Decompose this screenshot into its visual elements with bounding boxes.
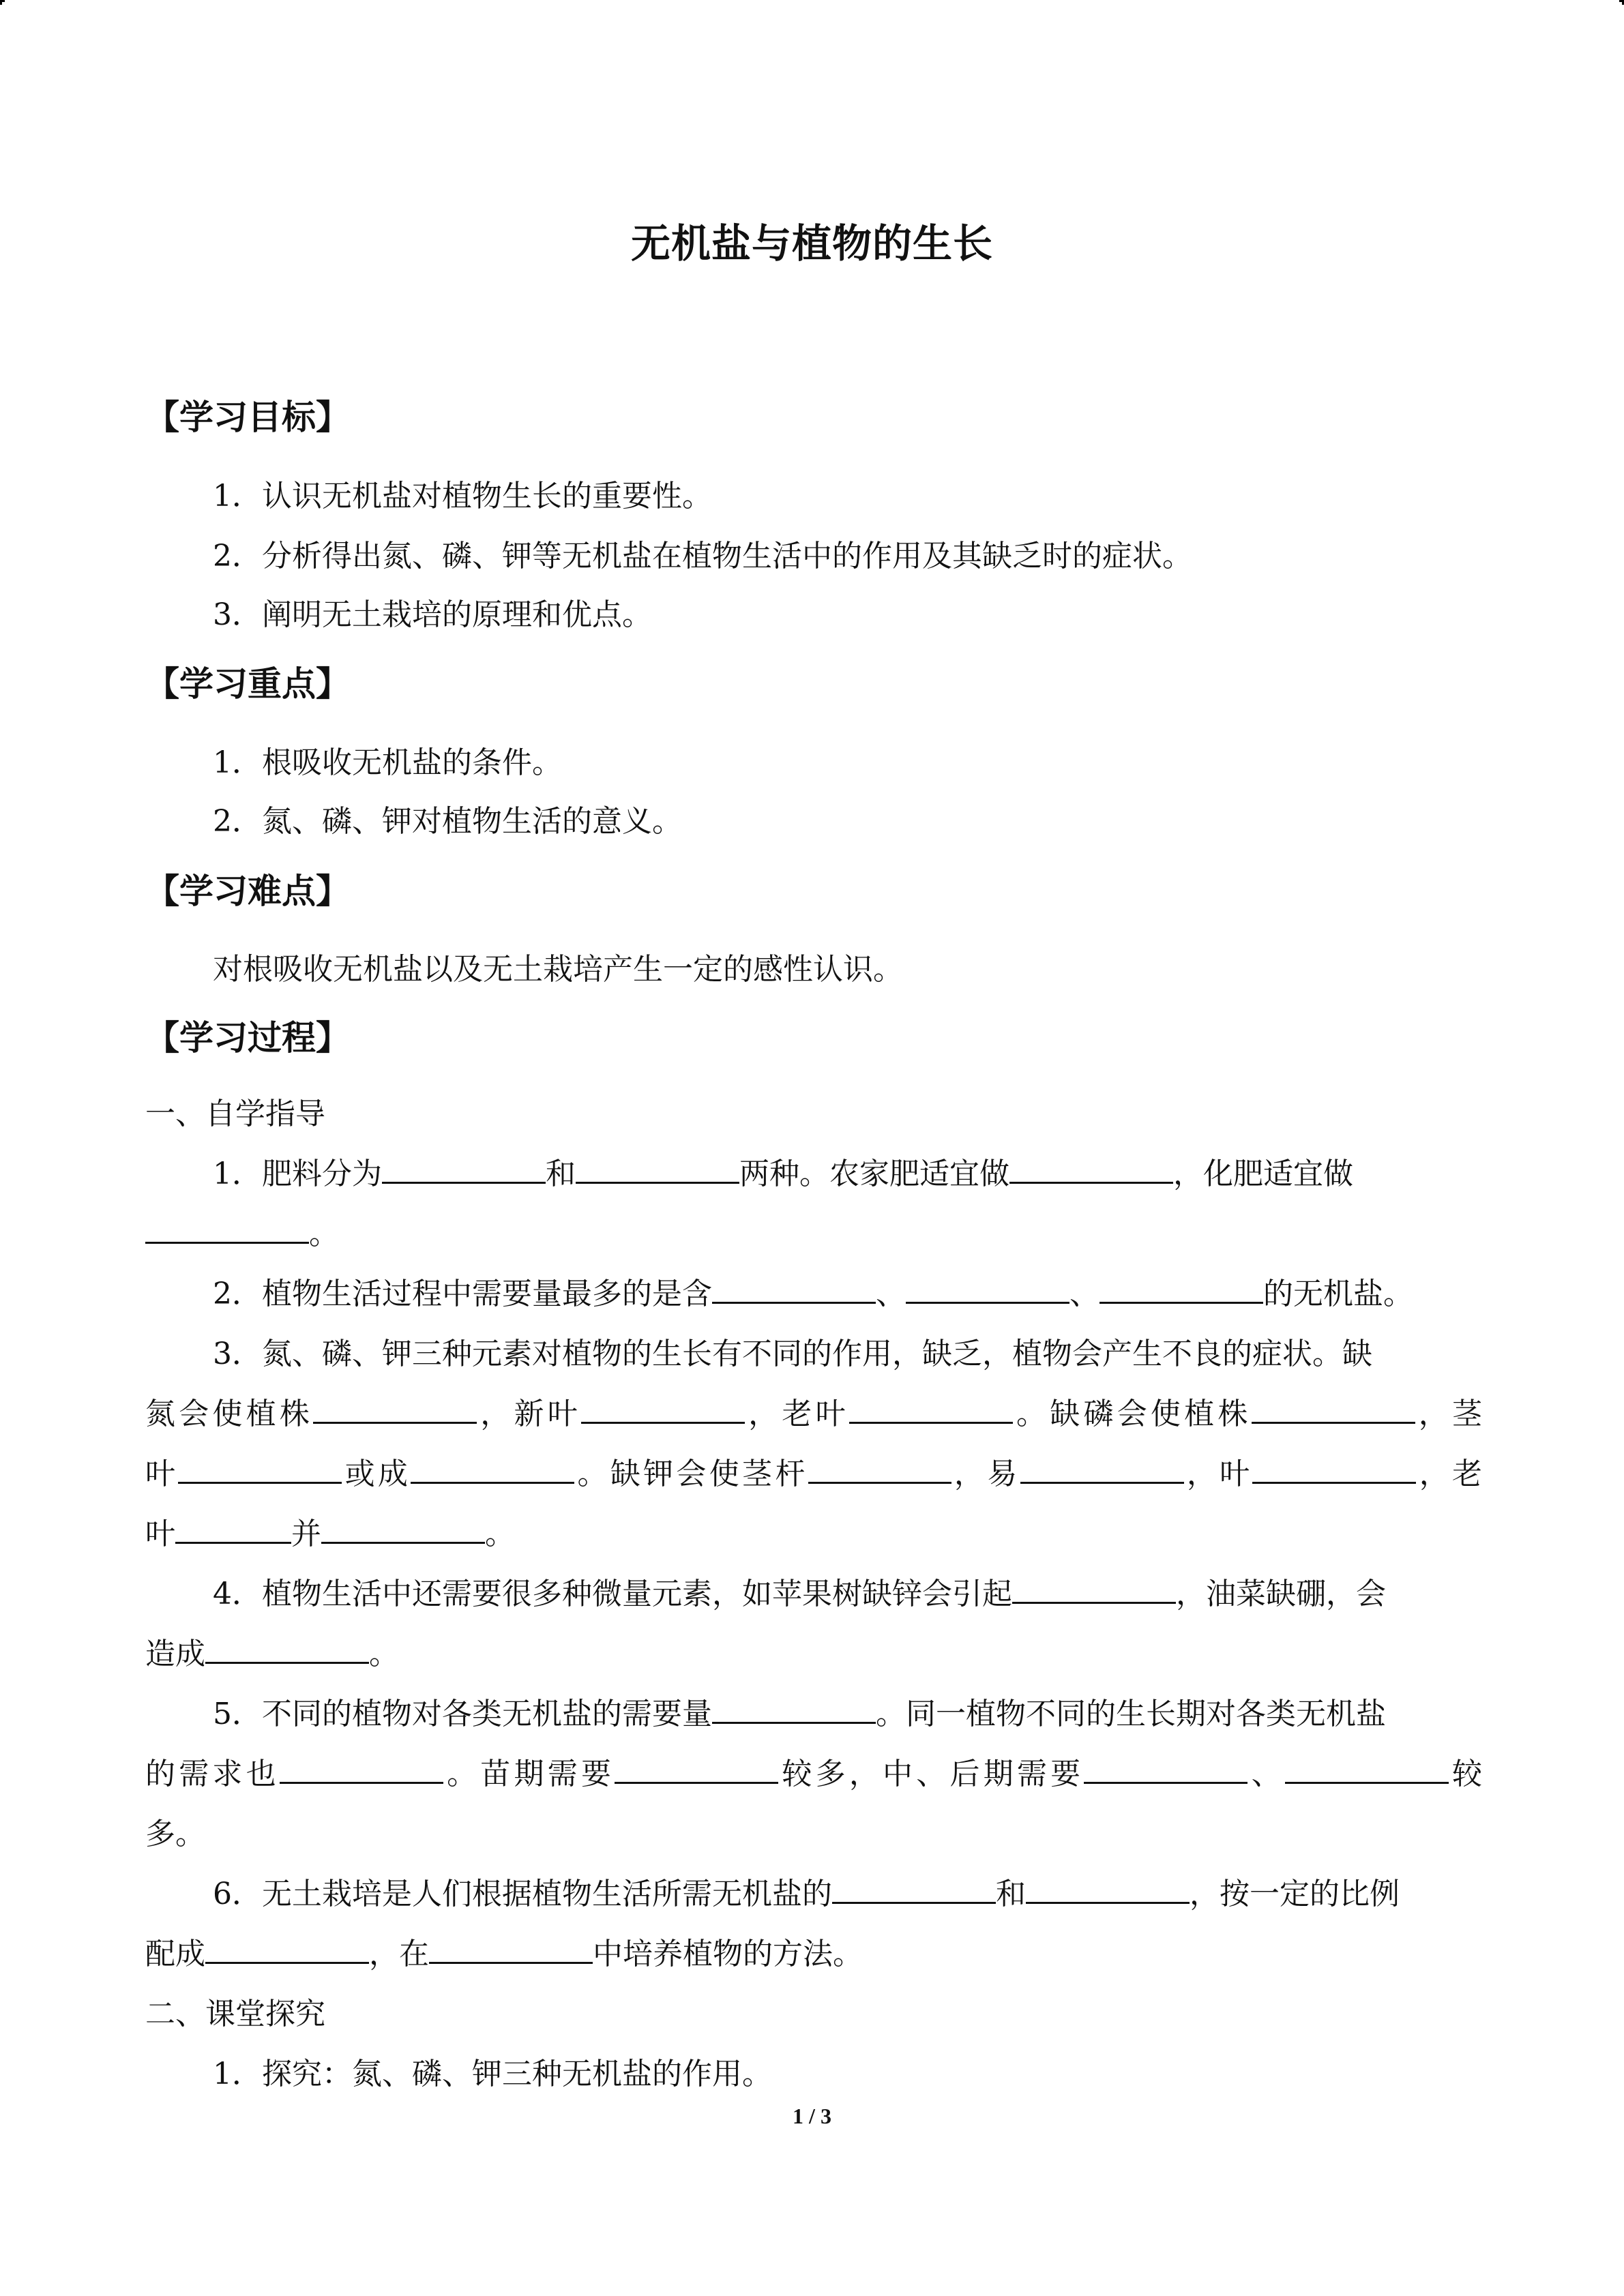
- objective-item: 3．阐明无土栽培的原理和优点。: [213, 597, 652, 632]
- heading-objectives: 【学习目标】: [145, 398, 350, 437]
- fill-blank[interactable]: [576, 1156, 739, 1184]
- page-title: 无机盐与植物的生长: [630, 220, 993, 267]
- fill-blank[interactable]: [1009, 1156, 1173, 1184]
- heading-process: 【学习过程】: [145, 1018, 350, 1058]
- fill-blank[interactable]: [1012, 1576, 1176, 1604]
- objective-item: 2．分析得出氮、磷、钾等无机盐在植物生活中的作用及其缺乏时的症状。: [213, 539, 1192, 573]
- fill-blank[interactable]: [1099, 1276, 1263, 1304]
- fill-blank[interactable]: [581, 1396, 745, 1424]
- difficulty-text: 对根吸收无机盐以及无土栽培产生一定的感性认识。: [213, 952, 903, 987]
- fill-blank[interactable]: [382, 1156, 546, 1184]
- fill-blank[interactable]: [1084, 1756, 1247, 1784]
- question-1-line-1: 1．肥料分为 和 两种。农家肥适宜做 ，化肥适宜做: [213, 1157, 1353, 1191]
- page-corner-mark: [0, 0, 5, 5]
- question-5-line-3: 多。: [145, 1817, 205, 1851]
- question-6-line-1: 6．无土栽培是人们根据植物生活所需无机盐的 和 ，按一定的比例: [213, 1877, 1400, 1911]
- fill-blank[interactable]: [712, 1696, 876, 1724]
- fill-blank[interactable]: [321, 1516, 485, 1544]
- question-5-line-2: 的需求也 。苗期需要 较多，中、后期需要 、 较: [145, 1757, 1483, 1791]
- question-4-line-2: 造成 。: [145, 1637, 399, 1671]
- part-self-study: 一、自学指导: [145, 1097, 325, 1131]
- fill-blank[interactable]: [205, 1636, 369, 1664]
- heading-key-points: 【学习重点】: [145, 664, 350, 704]
- question-2: 2．植物生活过程中需要量最多的是含 、 、 的无机盐。: [213, 1277, 1413, 1311]
- part-class-inquiry: 二、课堂探究: [145, 1997, 325, 2031]
- fill-blank[interactable]: [280, 1756, 443, 1784]
- question-3-line-1: 3．氮、磷、钾三种元素对植物的生长有不同的作用，缺乏，植物会产生不良的症状。缺: [213, 1337, 1372, 1371]
- fill-blank[interactable]: [832, 1876, 996, 1904]
- question-3-line-2: 氮会使植株 ，新叶 ，老叶 。缺磷会使植株 ，茎: [145, 1397, 1483, 1431]
- fill-blank[interactable]: [178, 1456, 342, 1484]
- fill-blank[interactable]: [175, 1516, 291, 1544]
- fill-blank[interactable]: [1252, 1396, 1415, 1424]
- inquiry-item-1: 1．探究：氮、磷、钾三种无机盐的作用。: [213, 2057, 772, 2091]
- fill-blank[interactable]: [205, 1936, 369, 1964]
- question-4-line-1: 4．植物生活中还需要很多种微量元素，如苹果树缺锌会引起 ，油菜缺硼，会: [213, 1577, 1386, 1611]
- key-point-item: 1．根吸收无机盐的条件。: [213, 745, 562, 780]
- fill-blank[interactable]: [712, 1276, 876, 1304]
- page-corner-mark: [1619, 0, 1624, 5]
- fill-blank[interactable]: [849, 1396, 1013, 1424]
- fill-blank[interactable]: [1285, 1756, 1449, 1784]
- key-point-item: 2．氮、磷、钾对植物生活的意义。: [213, 804, 682, 839]
- fill-blank[interactable]: [808, 1456, 951, 1484]
- fill-blank[interactable]: [615, 1756, 778, 1784]
- question-1-line-2: 。: [145, 1204, 1482, 1264]
- fill-blank[interactable]: [1252, 1456, 1416, 1484]
- question-5-line-1: 5．不同的植物对各类无机盐的需要量 。同一植物不同的生长期对各类无机盐: [213, 1697, 1386, 1731]
- fill-blank[interactable]: [1020, 1456, 1184, 1484]
- page-number: 1 / 3: [793, 2104, 831, 2128]
- heading-difficulties: 【学习难点】: [145, 871, 350, 911]
- fill-blank[interactable]: [145, 1216, 309, 1244]
- question-3-line-4: 叶 并 。: [145, 1517, 515, 1551]
- question-3-line-3: 叶 或成 。缺钾会使茎杆 ，易 ，叶 ，老: [145, 1457, 1483, 1491]
- fill-blank[interactable]: [429, 1936, 593, 1964]
- fill-blank[interactable]: [906, 1276, 1069, 1304]
- question-6-line-2: 配成 ，在 中培养植物的方法。: [145, 1937, 863, 1971]
- fill-blank[interactable]: [411, 1456, 574, 1484]
- fill-blank[interactable]: [313, 1396, 477, 1424]
- fill-blank[interactable]: [1026, 1876, 1190, 1904]
- objective-item: 1．认识无机盐对植物生长的重要性。: [213, 479, 712, 513]
